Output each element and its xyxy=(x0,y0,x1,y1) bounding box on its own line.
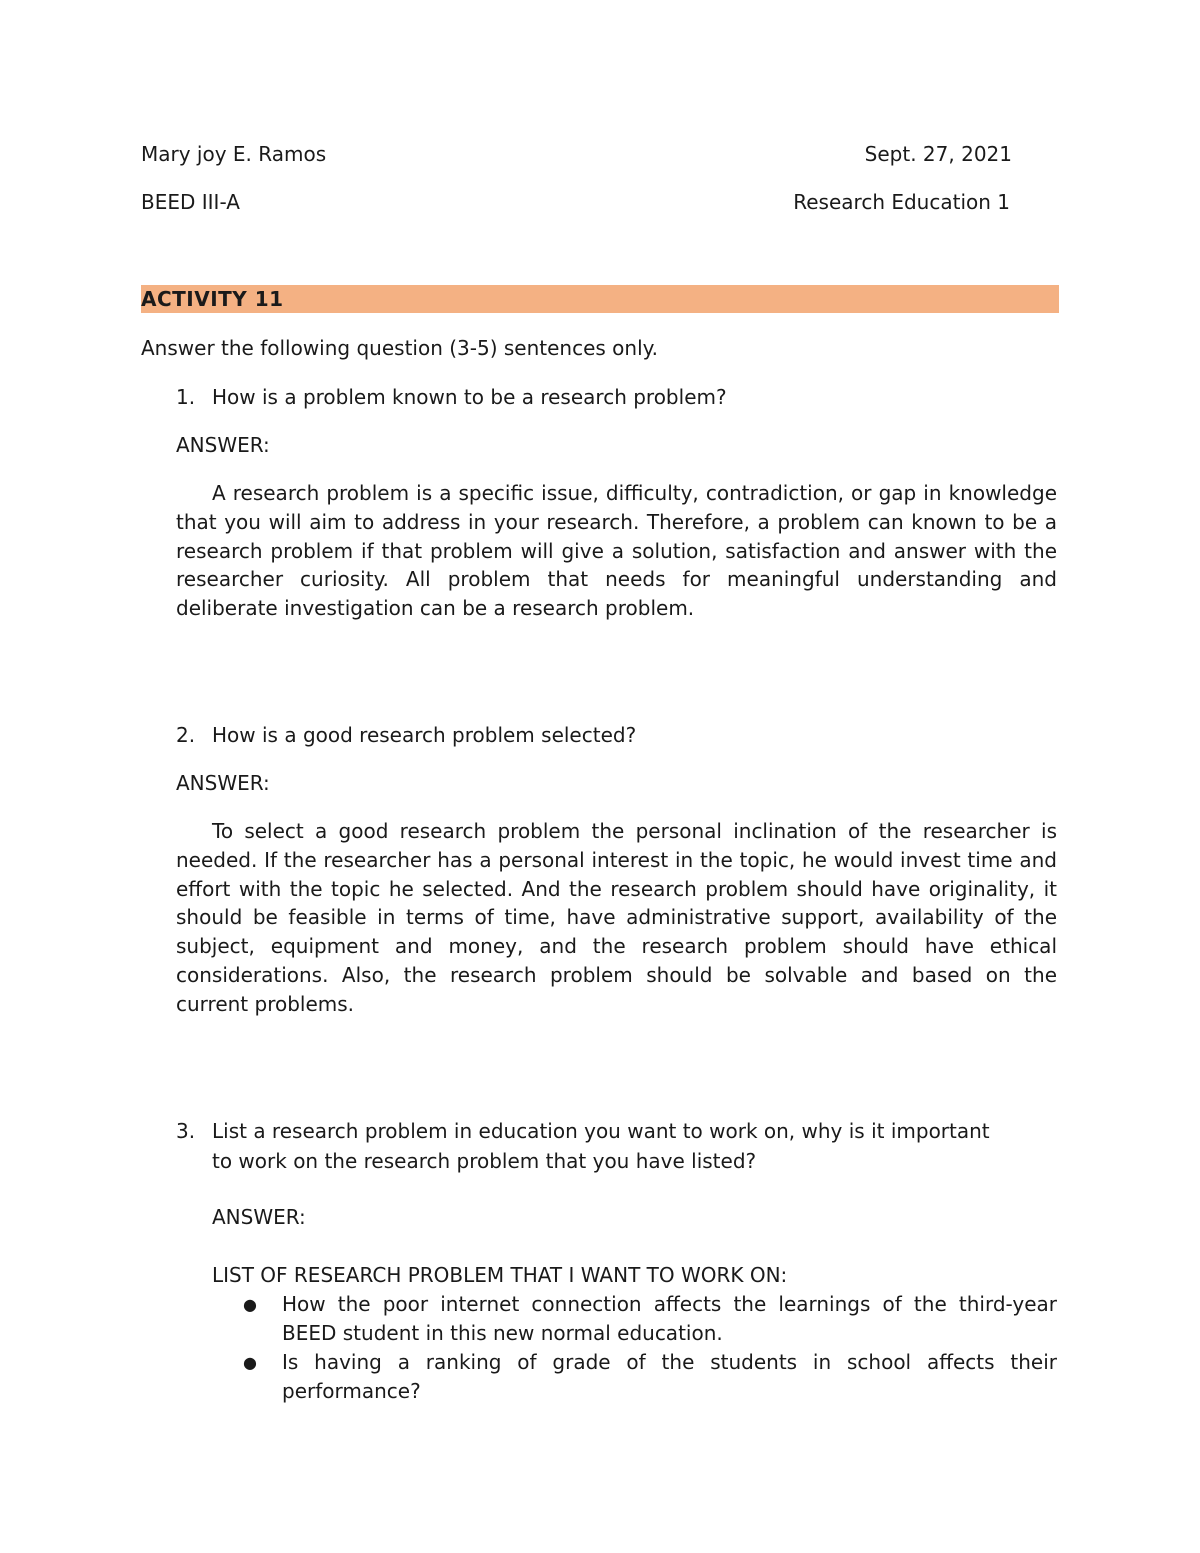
question-1-text: How is a problem known to be a research problem? xyxy=(212,385,727,409)
question-3-number: 3. xyxy=(176,1119,196,1143)
research-problem-list-title: LIST OF RESEARCH PROBLEM THAT I WANT TO WORK ON: xyxy=(212,1263,788,1287)
research-problem-item-2: Is having a ranking of grade of the students in school affects their performance? xyxy=(282,1350,1057,1403)
question-2-answer-label: ANSWER: xyxy=(176,771,270,795)
student-name: Mary joy E. Ramos xyxy=(141,142,327,166)
question-3-text-line2: to work on the research problem that you have listed? xyxy=(212,1149,757,1173)
submission-date: Sept. 27, 2021 xyxy=(864,142,1012,166)
question-3-text-line1: List a research problem in education you want to work on, why is it important xyxy=(212,1119,990,1143)
bullet-icon: ● xyxy=(243,1295,257,1314)
instruction-text: Answer the following question (3-5) sentences only. xyxy=(141,336,658,360)
student-section: BEED III-A xyxy=(141,190,240,214)
question-1-answer: A research problem is a specific issue, difficulty, contradiction, or gap in knowledge that you will aim to address in your research. Therefore, a problem can known to be a research problem if that problem will give a solution, satisfaction and answer with the researcher curiosity. All problem that needs for meaningful understanding and deliberate investigation can be a research problem. xyxy=(176,481,1057,621)
activity-banner xyxy=(141,285,1059,313)
research-problem-item-1: How the poor internet connection affects the learnings of the third-year BEED student in this new normal education. xyxy=(282,1292,1057,1345)
question-1-number: 1. xyxy=(176,385,196,409)
question-1-answer-label: ANSWER: xyxy=(176,433,270,457)
question-2-answer: To select a good research problem the personal inclination of the researcher is needed. If the researcher has a personal interest in the topic, he would invest time and effort with the topic he selected. And the research problem should have originality, it should be feasible in terms of time, have administrative support, availability of the subject, equipment and money, and the research problem should have ethical considerations. Also, the research problem should be solvable and based on the current problems. xyxy=(176,819,1057,1016)
bullet-icon: ● xyxy=(243,1353,257,1372)
question-2-text: How is a good research problem selected? xyxy=(212,723,637,747)
question-2-number: 2. xyxy=(176,723,196,747)
course-name: Research Education 1 xyxy=(793,190,1010,214)
question-3-answer-label: ANSWER: xyxy=(212,1205,306,1229)
activity-title: ACTIVITY 11 xyxy=(141,287,284,311)
